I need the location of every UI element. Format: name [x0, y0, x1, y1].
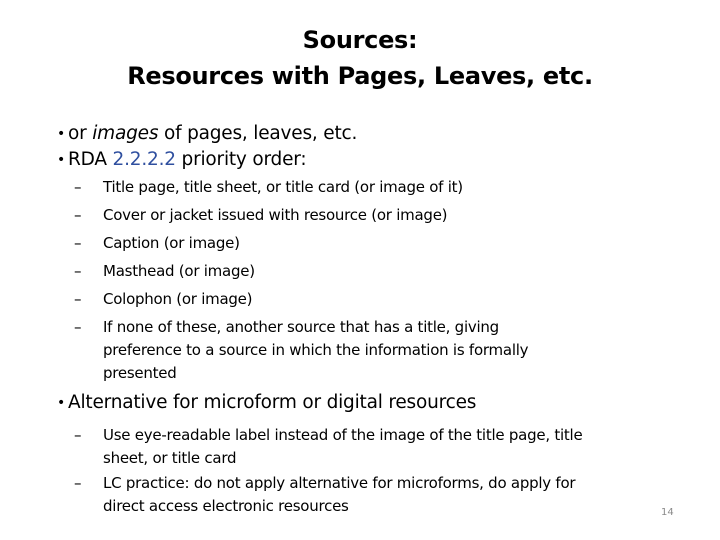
- dash-icon: –: [74, 426, 82, 444]
- bullet-dot-icon: •: [57, 126, 66, 142]
- priority-item: [74, 232, 240, 255]
- priority-item-fallback: [74, 316, 529, 385]
- priority-item: [74, 176, 463, 199]
- priority-item-text: Title page, title sheet, or title card (or image of it): [103, 178, 463, 196]
- bullet-images-italic: images: [92, 123, 159, 144]
- title-line-1: Sources:: [302, 26, 418, 54]
- bullet-alternative-text: Alternative for microform or digital resources: [68, 392, 477, 413]
- bullet-dot-icon: •: [57, 152, 66, 168]
- priority-item-text: Caption (or image): [103, 234, 240, 252]
- priority-item: [74, 288, 253, 311]
- priority-item: [74, 260, 255, 283]
- bullet-alternative: [57, 391, 477, 415]
- bullet-dot-icon: •: [57, 395, 66, 411]
- priority-item-text: Cover or jacket issued with resource (or image): [103, 206, 448, 224]
- bullet-rda-priority: [57, 148, 307, 172]
- lc-practice-line-2: direct access electronic resources: [103, 497, 349, 515]
- rda-rule-link[interactable]: 2.2.2.2: [112, 149, 176, 170]
- bullet-images-suffix: of pages, leaves, etc.: [158, 123, 358, 144]
- bullet-images: [57, 122, 358, 146]
- alternative-item-line-2: sheet, or title card: [103, 449, 237, 467]
- alternative-item: [74, 424, 583, 470]
- bullet-images-prefix: or: [68, 123, 93, 144]
- alternative-item-line-1: Use eye-readable label instead of the image of the title page, title: [103, 426, 583, 444]
- lc-practice-line-1: LC practice: do not apply alternative for microforms, do apply for: [103, 474, 576, 492]
- bullet-rda-prefix: RDA: [68, 149, 113, 170]
- priority-item-text: Colophon (or image): [103, 290, 253, 308]
- priority-item: [74, 204, 448, 227]
- slide-number: 14: [661, 507, 674, 518]
- dash-icon: –: [74, 318, 82, 336]
- dash-icon: –: [74, 234, 82, 252]
- dash-icon: –: [74, 178, 82, 196]
- fallback-line-2: preference to a source in which the information is formally: [103, 341, 529, 359]
- dash-icon: –: [74, 474, 82, 492]
- dash-icon: –: [74, 262, 82, 280]
- fallback-line-1: If none of these, another source that has a title, giving: [103, 318, 499, 336]
- fallback-line-3: presented: [103, 364, 177, 382]
- slide-title: [0, 22, 720, 94]
- lc-practice-item: [74, 472, 576, 518]
- title-line-2: Resources with Pages, Leaves, etc.: [127, 62, 593, 90]
- dash-icon: –: [74, 290, 82, 308]
- priority-item-text: Masthead (or image): [103, 262, 255, 280]
- bullet-rda-suffix: priority order:: [175, 149, 307, 170]
- dash-icon: –: [74, 206, 82, 224]
